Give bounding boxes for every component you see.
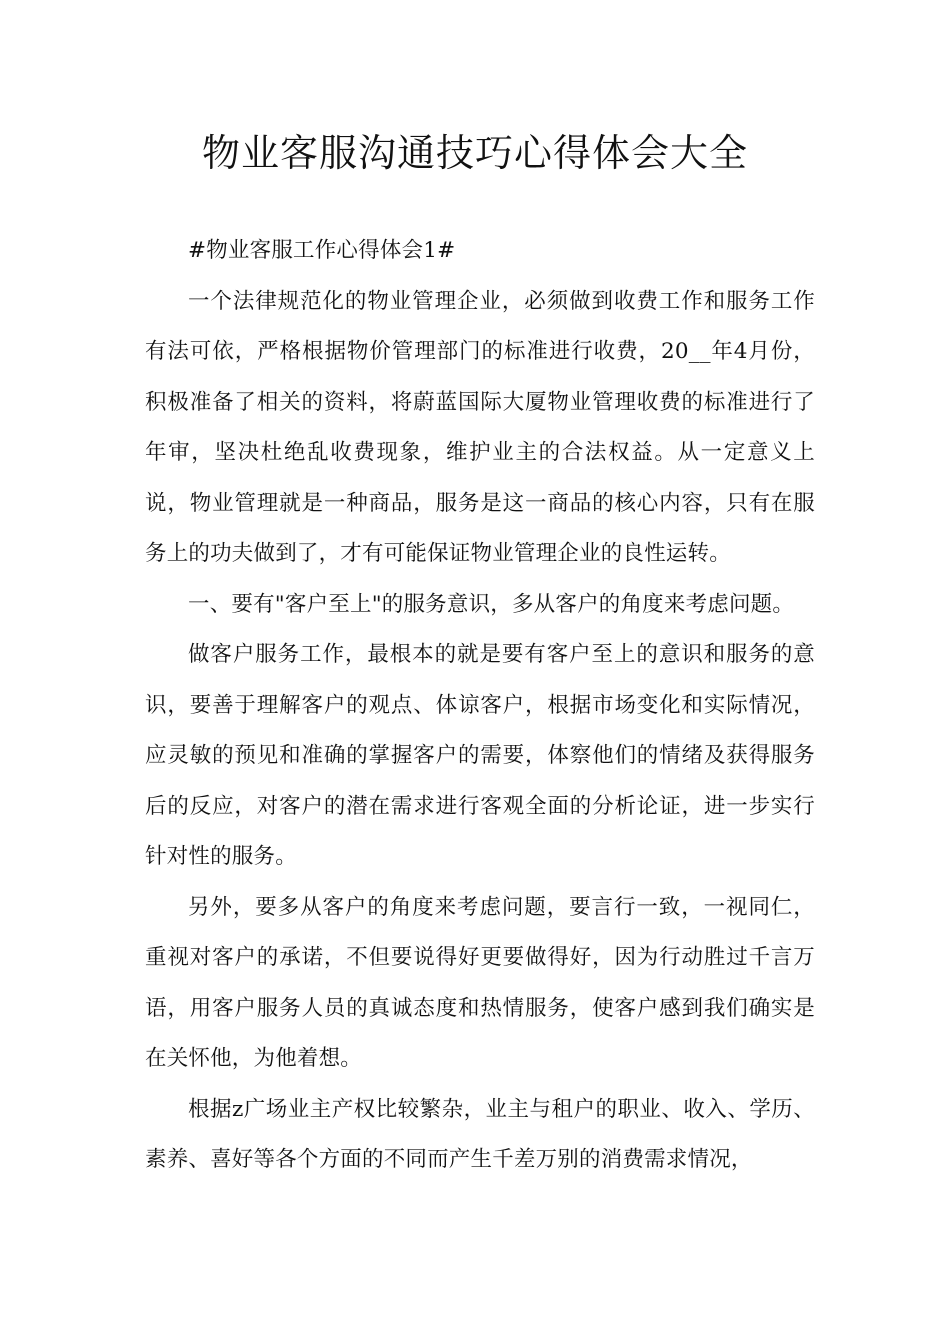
paragraph-section-heading: 一、要有"客户至上"的服务意识，多从客户的角度来考虑问题。 <box>188 591 795 617</box>
document-title: 物业客服沟通技巧心得体会大全 <box>201 131 748 175</box>
paragraph-heading: #物业客服工作心得体会1# <box>188 238 456 263</box>
document-body <box>145 226 815 1186</box>
paragraph: 另外，要多从客户的角度来考虑问题，要言行一致，一视同仁，重视对客户的承诺，不但要说得好更要做得好，因为行动胜过千言万语，用客户服务人员的真诚态度和热情服务，使客户感到我们确实是在关怀他，为他着想。 <box>145 894 815 1071</box>
paragraph: 一个法律规范化的物业管理企业，必须做到收费工作和服务工作有法可依，严格根据物价管理部门的标准进行收费，20__年4月份，积极准备了相关的资料，将蔚蓝国际大厦物业管理收费的标准进行了年审，坚决杜绝乱收费现象，维护业主的合法权益。从一定意义上说，物业管理就是一种商品，服务是这一商品的核心内容，只有在服务上的功夫做到了，才有可能保证物业管理企业的良性运转。 <box>145 288 815 566</box>
paragraph: 做客户服务工作，最根本的就是要有客户至上的意识和服务的意识，要善于理解客户的观点、体谅客户，根据市场变化和实际情况，应灵敏的预见和准确的掌握客户的需要，体察他们的情绪及获得服务后的反应，对客户的潜在需求进行客观全面的分析论证，进一步实行针对性的服务。 <box>145 642 815 869</box>
paragraph: 根据z广场业主产权比较繁杂，业主与租户的职业、收入、学历、素养、喜好等各个方面的不同而产生千差万别的消费需求情况， <box>145 1096 815 1172</box>
